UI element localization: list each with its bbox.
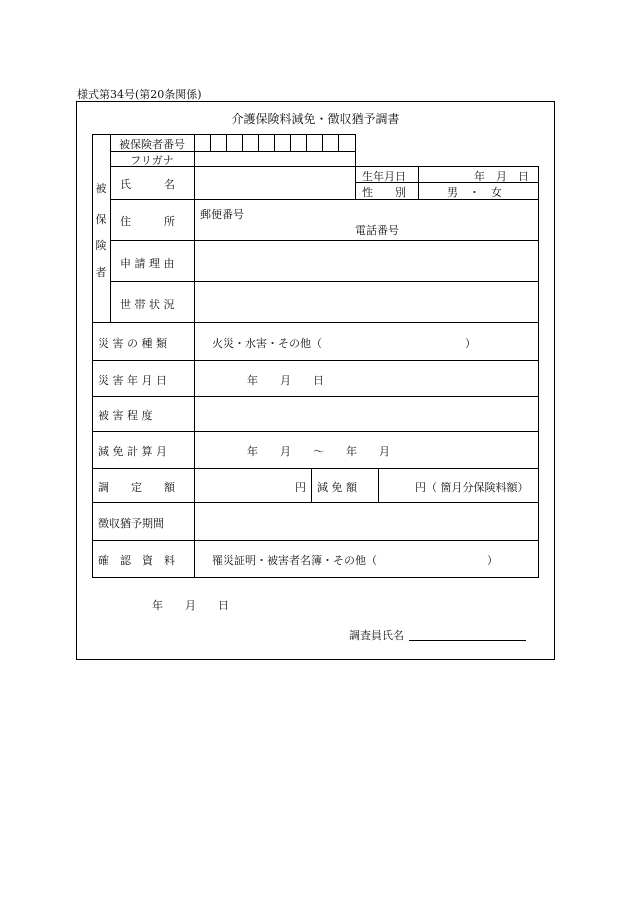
gender-label: 性 別 (362, 186, 406, 199)
postal-code-label: 郵便番号 (200, 208, 244, 221)
insured-label-1: 被 (95, 182, 107, 195)
deferral-period-field[interactable] (195, 503, 538, 540)
household-field[interactable] (195, 282, 538, 322)
deferral-period-label: 徴収猶予期間 (98, 517, 164, 530)
disaster-type-value[interactable]: 火災・水害・その他（ ） (212, 337, 476, 350)
documents-value[interactable]: 罹災証明・被害者名簿・その他（ ） (212, 554, 498, 567)
gender-value[interactable]: 男 ・ 女 (447, 186, 502, 199)
insured-number-field[interactable] (195, 135, 355, 151)
phone-label: 電話番号 (355, 224, 399, 237)
household-label: 世 帯 状 況 (120, 298, 175, 311)
damage-level-label: 被 害 程 度 (98, 409, 153, 422)
footer-date[interactable]: 年 月 日 (152, 599, 229, 612)
page-title: 介護保険料減免・徴収猶予調書 (231, 112, 400, 126)
reason-field[interactable] (195, 241, 538, 281)
calc-month-label: 減 免 計 算 月 (98, 445, 167, 458)
disaster-date-label: 災 害 年 月 日 (98, 374, 167, 387)
disaster-date-value[interactable]: 年 月 日 (247, 374, 324, 387)
assessed-amount-label: 調 定 額 (98, 481, 175, 494)
insured-label-4: 者 (95, 266, 107, 279)
reduction-amount-label: 減 免 額 (317, 481, 357, 494)
furigana-field[interactable] (195, 152, 355, 166)
name-label: 氏 名 (120, 178, 175, 191)
birthdate-value[interactable]: 年 月 日 (474, 170, 529, 183)
documents-label: 確 認 資 料 (98, 554, 175, 567)
address-label: 住 所 (120, 215, 175, 228)
name-field[interactable] (195, 167, 355, 199)
reduction-amount-value[interactable]: 円（ 箇月分保険料額） (415, 481, 529, 494)
insured-number-label: 被保険者番号 (119, 138, 185, 151)
damage-level-field[interactable] (195, 397, 538, 431)
calc-month-value[interactable]: 年 月 ～ 年 月 (247, 445, 390, 458)
furigana-label: フリガナ (130, 154, 174, 167)
assessed-amount-unit[interactable]: 円 (295, 481, 306, 494)
insured-label-2: 保 (95, 213, 107, 226)
investigator-signature-line[interactable] (409, 629, 526, 641)
investigator-label: 調査員氏名 (349, 629, 404, 642)
birthdate-label: 生年月日 (362, 170, 406, 183)
insured-label-3: 険 (95, 239, 107, 252)
form-number: 様式第34号(第20条関係) (77, 88, 202, 101)
disaster-type-label: 災 害 の 種 類 (98, 337, 167, 350)
reason-label: 申 請 理 由 (120, 257, 175, 270)
address-field[interactable] (195, 200, 538, 240)
